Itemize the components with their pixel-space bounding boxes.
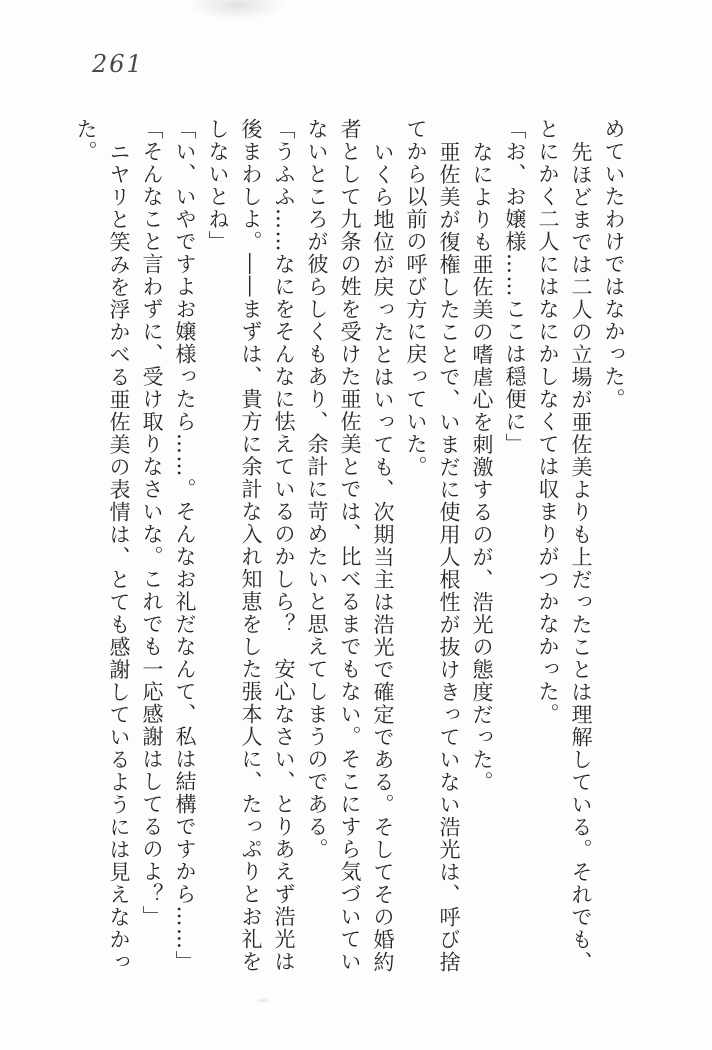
- page-number: 261: [92, 50, 144, 78]
- text-line: ニヤリと笑みを浮かべる亜佐美の表情は、とても感謝しているようには見えなかっ: [107, 140, 131, 973]
- text-line: 「うふふ……なにをそんなに怯えているのかしら？ 安心なさい、とりあえず浩光は: [272, 118, 296, 973]
- text-line: 者として九条の姓を受けた亜佐美とでは、比べるまでもない。そこにすら気づいてい: [338, 118, 362, 973]
- text-line: 「お、お嬢様……ここは穏便に」: [503, 118, 527, 456]
- text-line: いくら地位が戻ったとはいっても、次期当主は浩光で確定である。そしてその婚約: [371, 140, 395, 973]
- scan-smudge-artifact: [190, 0, 285, 20]
- text-line: めていたわけではなかった。: [602, 118, 626, 411]
- scan-speck-artifact: [255, 998, 271, 1003]
- text-line: とにかく二人にはなにかしなくては収まりがつかなかった。: [536, 118, 560, 726]
- text-line: 後まわしよ。――まずは、貴方に余計な入れ知恵をした張本人に、たっぷりとお礼を: [239, 118, 263, 973]
- text-line: 亜佐美が復権したことで、いまだに使用人根性が抜けきっていない浩光は、呼び捨: [437, 140, 461, 973]
- text-line: てから以前の呼び方に戻っていた。: [404, 118, 428, 478]
- text-line: しないとね」: [206, 118, 230, 253]
- text-line: 「い、いやですよお嬢様ったら……。そんなお礼だなんて、私は結構ですから……」: [173, 118, 197, 973]
- text-line: なによりも亜佐美の嗜虐心を刺激するのが、浩光の態度だった。: [470, 140, 494, 793]
- text-line: 「そんなこと言わずに、受け取りなさいな。これでも一応感謝はしてるのよ？」: [140, 118, 164, 928]
- text-line: 先ほどまでは二人の立場が亜佐美よりも上だったことは理解している。それでも、: [569, 140, 593, 973]
- text-line: た。: [74, 118, 98, 163]
- text-line: ないところが彼らしくもあり、余計に苛めたいと思えてしまうのである。: [305, 118, 329, 861]
- vertical-text-body: [69, 118, 630, 980]
